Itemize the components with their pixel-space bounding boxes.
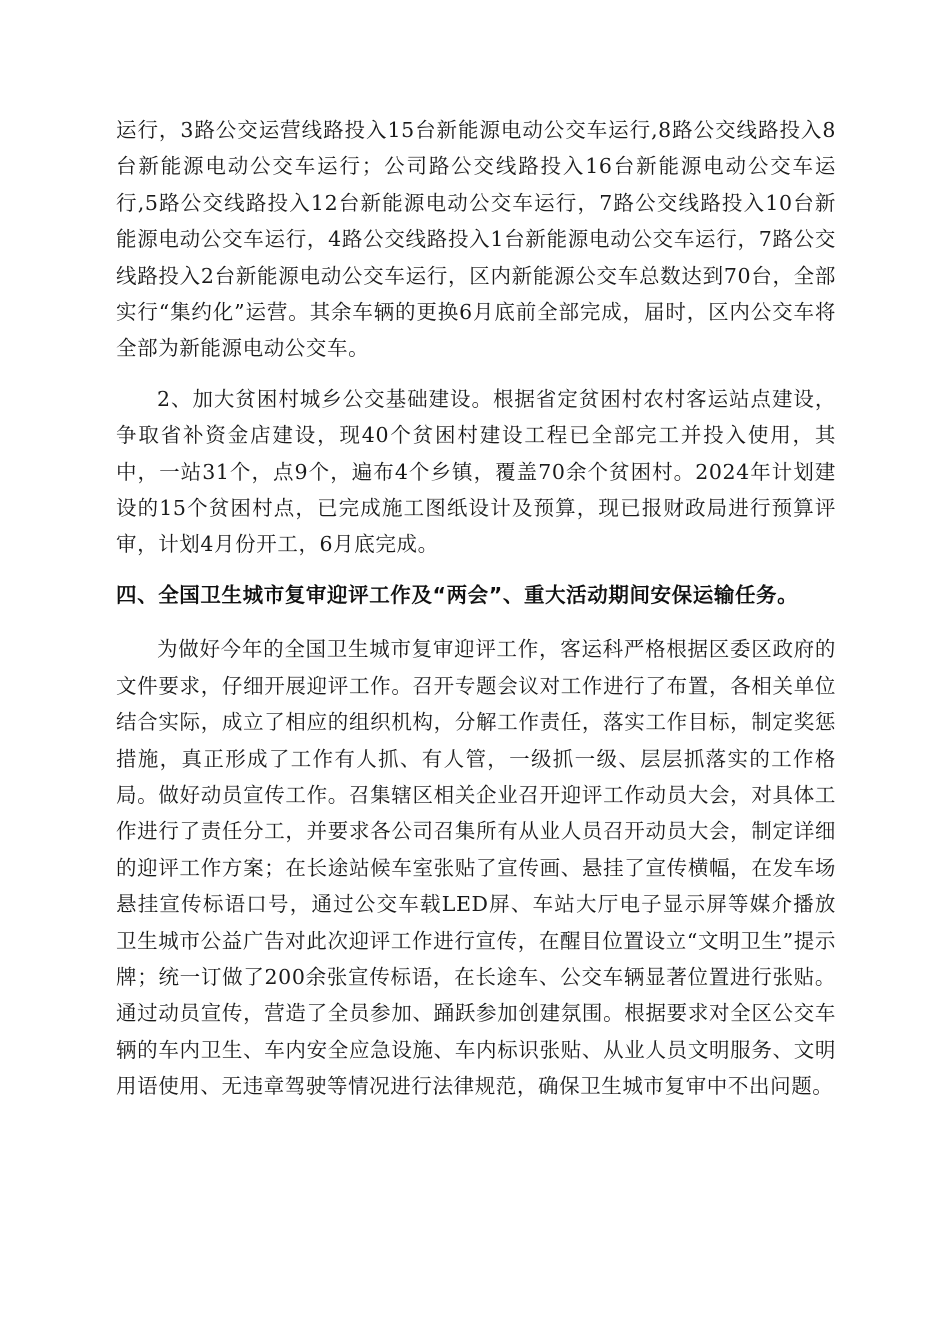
paragraph-poor-village-transit: 2、加大贫困村城乡公交基础建设。根据省定贫困村农村客运站点建设，争取省补资金店建设，现40个贫困村建设工程已全部完工并投入使用，其中，一站31个，点9个，遍布4个乡镇，覆盖70余个贫困村。2024年计划建设的15个贫困村点，已完成施工图纸设计及预算，现已报财政局进行预算评审，计划4月份开工，6月底完成。 [116, 386, 836, 557]
paragraph-sanitation-review: 为做好今年的全国卫生城市复审迎评工作，客运科严格根据区委区政府的文件要求，仔细开展迎评工作。召开专题会议对工作进行了布置，各相关单位结合实际，成立了相应的组织机构，分解工作责任，落实工作目标，制定奖惩措施，真正形成了工作有人抓、有人管，一级抓一级、层层抓落实的工作格局。做好动员宣传工作。召集辖区相关企业召开迎评工作动员大会，对具体工作进行了责任分工，并要求各公司召集所有从业人员召开动员大会，制定详细的迎评工作方案；在长途站候车室张贴了宣传画、悬挂了宣传横幅，在发车场悬挂宣传标语口号，通过公交车载LED屏、车站大厅电子显示屏等媒介播放卫生城市公益广告对此次迎评工作进行宣传，在醒目位置设立“文明卫生”提示牌；统一订做了200余张宣传标语，在长途车、公交车辆显著位置进行张贴。通过动员宣传，营造了全员参加、踊跃参加创建氛围。根据要求对全区公交车辆的车内卫生、车内安全应急设施、车内标识张贴、从业人员文明服务、文明用语使用、无违章驾驶等情况进行法律规范，确保卫生城市复审中不出问题。 [116, 637, 836, 1099]
paragraph-spacer [116, 613, 836, 631]
document-body [116, 112, 836, 1105]
paragraph-new-energy-buses: 运行，3路公交运营线路投入15台新能源电动公交车运行,8路公交线路投入8台新能源电动公交车运行；公司路公交线路投入16台新能源电动公交车运行,5路公交线路投入12台新能源电动公交车运行，7路公交线路投入10台新能源电动公交车运行，4路公交线路投入1台新能源电动公交车运行，7路公交线路投入2台新能源电动公交车运行，区内新能源公交车总数达到70台，全部实行“集约化”运营。其余车辆的更换6月底前全部完成，届时，区内公交车将全部为新能源电动公交车。 [116, 118, 836, 361]
section-heading-four: 四、全国卫生城市复审迎评工作及“两会”、重大活动期间安保运输任务。 [116, 582, 799, 607]
paragraph-spacer [116, 367, 836, 381]
paragraph-spacer [116, 563, 836, 577]
